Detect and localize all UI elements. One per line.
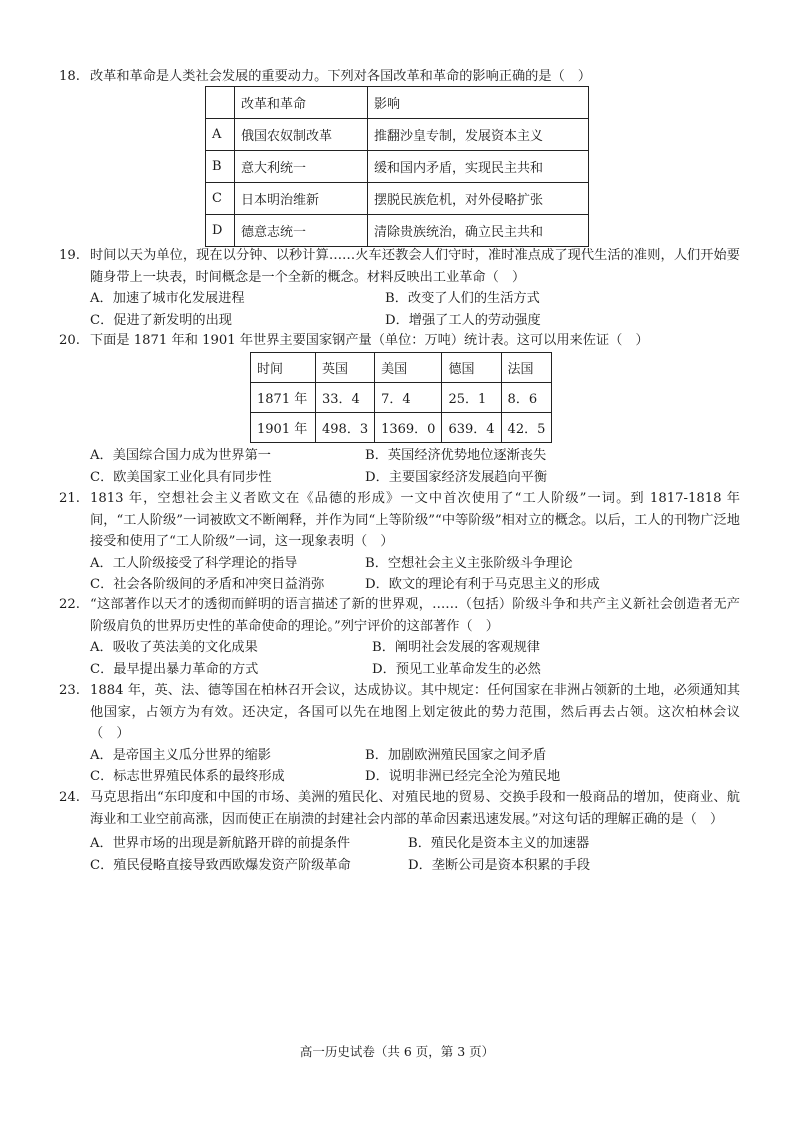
question-number: 23. [59,683,80,698]
table-cell: 清除贵族统治，确立民主共和 [368,215,589,247]
option-c: C．殖民侵略直接导致西欧爆发资产阶级革命 [90,857,351,873]
question-20-options [90,445,740,488]
table-cell: 1369．0 [375,413,442,443]
question-18 [59,66,740,88]
option-a: A．吸收了英法美的文化成果 [90,640,258,655]
table-cell: B [206,151,235,183]
question-23 [59,680,740,788]
option-c: C．社会各阶级间的矛盾和冲突日益消弥 [90,577,325,592]
option-b: B．殖民化是资本主义的加速器 [408,836,590,851]
option-c: C．最早提出暴力革命的方式 [90,661,259,677]
options [90,833,740,876]
question-stem: 马克思指出“东印度和中国的市场、美洲的殖民化、对殖民地的贸易、交换手段和一般商品的增加，使商业、航海业和工业空前高涨，因而使正在崩溃的封建社会内部的革命因素迅速发展。”对这句话的理解正确的是（ ） [90,790,740,827]
option-a: A．是帝国主义瓜分世界的缩影 [90,747,271,763]
steel-output-table [250,352,552,443]
table-row [206,215,589,247]
table-cell: 意大利统一 [235,151,368,183]
option-d: D．主要国家经济发展趋向平衡 [365,469,548,485]
question-21 [59,488,740,596]
option-c: C．标志世界殖民体系的最终形成 [90,769,285,784]
option-d: D．预见工业革命发生的必然 [372,661,541,677]
option-a: A．世界市场的出现是新航路开辟的前提条件 [90,836,351,851]
option-a: A．美国综合国力成为世界第一 [90,448,271,463]
table-cell: 498．3 [316,413,375,443]
table-row [251,383,552,413]
table-cell: 法国 [501,353,552,383]
table-row [206,151,589,183]
table-header-row [251,353,552,383]
table-cell: 德意志统一 [235,215,368,247]
option-d: D．增强了工人的劳动强度 [385,312,541,328]
options [90,637,740,680]
options [90,553,740,596]
question-number: 20. [59,333,80,348]
table-row [251,413,552,443]
options [90,745,740,788]
table-cell: 1871 年 [251,383,316,413]
option-b: B．加剧欧洲殖民国家之间矛盾 [365,747,547,763]
question-number: 18. [59,69,80,84]
table-cell: 俄国农奴制改革 [235,119,368,151]
question-stem: 时间以天为单位，现在以分钟、以秒计算……火车还教会人们守时，准时准点成了现代生活的准则，人们开始要随身带上一块表，时间概念是一个全新的概念。材料反映出工业革命（ ） [90,248,740,285]
table-cell: A [206,119,235,151]
table-cell: 推翻沙皇专制，发展资本主义 [368,119,589,151]
table-cell: 英国 [316,353,375,383]
table-cell: 42．5 [501,413,552,443]
option-d: D．欧文的理论有利于马克思主义的形成 [365,577,600,592]
question-stem: 下面是 1871 年和 1901 年世界主要国家钢产量（单位：万吨）统计表。这可以用来佐证（ ） [90,333,649,348]
question-24 [59,787,740,876]
table-cell: 1901 年 [251,413,316,443]
option-b: B．改变了人们的生活方式 [385,291,540,306]
question-number: 22. [59,597,80,612]
table-cell: 25．1 [442,383,501,413]
question-number: 24. [59,790,80,805]
question-stem: 改革和革命是人类社会发展的重要动力。下列对各国改革和革命的影响正确的是（ ） [90,69,592,84]
table-cell [206,87,235,119]
table-cell: 摆脱民族危机，对外侵略扩张 [368,183,589,215]
table-cell: 改革和革命 [235,87,368,119]
table-cell: 时间 [251,353,316,383]
table-cell: 8．6 [501,383,552,413]
table-cell: 影响 [368,87,589,119]
option-a: A．加速了城市化发展进程 [90,291,245,306]
question-number: 21. [59,491,80,506]
options [90,445,740,488]
table-cell: 33．4 [316,383,375,413]
table-cell: C [206,183,235,215]
option-b: B．空想社会主义主张阶级斗争理论 [365,555,573,571]
option-c: C．欧美国家工业化具有同步性 [90,469,272,485]
option-d: D．说明非洲已经完全沦为殖民地 [365,769,561,784]
table-cell: 美国 [375,353,442,383]
question-stem: “这部著作以天才的透彻而鲜明的语言描述了新的世界观，……（包括）阶级斗争和共产主义新社会创造者无产阶级肩负的世界历史性的革命使命的理论。”列宁评价的这部著作（ ） [90,597,740,634]
option-b: B．英国经济优势地位逐渐丧失 [365,448,547,463]
table-cell: 639．4 [442,413,501,443]
option-a: A．工人阶级接受了科学理论的指导 [90,555,298,571]
options [90,288,740,331]
question-number: 19. [59,248,80,263]
table-row [206,183,589,215]
option-b: B．阐明社会发展的客观规律 [372,640,540,655]
table-row [206,119,589,151]
table-cell: D [206,215,235,247]
table-cell: 日本明治维新 [235,183,368,215]
question-19 [59,245,740,331]
question-stem: 1884 年，英、法、德等国在柏林召开会议，达成协议。其中规定：任何国家在非洲占领新的土地，必须通知其他国家，占领方为有效。还决定，各国可以先在地图上划定彼此的势力范围，然后再去占领。这次柏林会议（ ） [90,683,740,741]
question-20 [59,330,740,352]
option-c: C．促进了新发明的出现 [90,312,232,328]
page-footer: 高一历史试卷（共 6 页，第 3 页） [299,1044,495,1059]
question-22 [59,594,740,680]
table-cell: 德国 [442,353,501,383]
table-header-row [206,87,589,119]
reform-revolution-table [205,86,589,247]
option-d: D．垄断公司是资本积累的手段 [408,857,591,873]
question-stem: 1813 年，空想社会主义者欧文在《品德的形成》一文中首次使用了“工人阶级”一词。到 1817-1818 年间，“工人阶级”一词被欧文不断阐释，并作为同“上等阶级”“中等阶级”相对立的概念。以后，工人的刊物广泛地接受和使用了“工人阶级”一词，这一现象表明（ ） [90,491,740,549]
table-cell: 缓和国内矛盾，实现民主共和 [368,151,589,183]
table-cell: 7．4 [375,383,442,413]
